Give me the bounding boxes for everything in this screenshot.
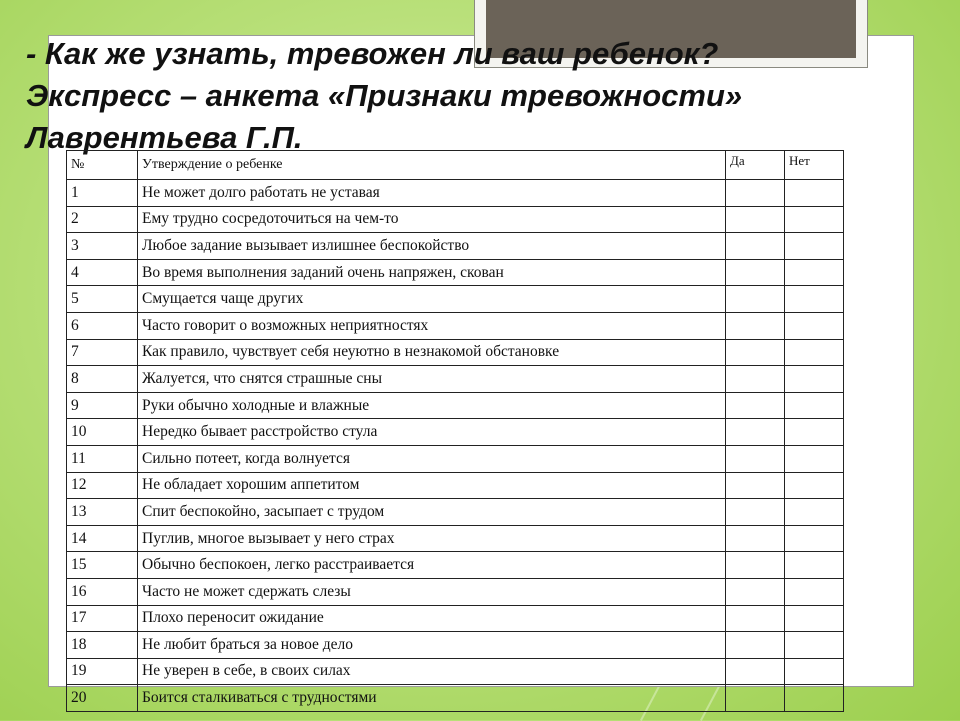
answer-no-cell[interactable] <box>785 552 844 579</box>
table-header-row <box>67 151 844 180</box>
answer-no-cell[interactable] <box>785 658 844 685</box>
answer-no-cell[interactable] <box>785 180 844 207</box>
row-statement: Не обладает хорошим аппетитом <box>138 472 726 499</box>
answer-no-cell[interactable] <box>785 525 844 552</box>
answer-yes-cell[interactable] <box>726 419 785 446</box>
answer-yes-cell[interactable] <box>726 605 785 632</box>
answer-yes-cell[interactable] <box>726 180 785 207</box>
slide-title <box>26 33 742 159</box>
table-row <box>67 632 844 659</box>
row-statement: Во время выполнения заданий очень напряжен, скован <box>138 259 726 286</box>
row-number: 6 <box>67 312 138 339</box>
title-author: Лаврентьева Г.П. <box>26 120 303 155</box>
answer-no-cell[interactable] <box>785 605 844 632</box>
table-row <box>67 259 844 286</box>
row-number: 11 <box>67 445 138 472</box>
row-statement: Не уверен в себе, в своих силах <box>138 658 726 685</box>
header-yes: Да <box>726 151 785 180</box>
answer-yes-cell[interactable] <box>726 525 785 552</box>
row-number: 12 <box>67 472 138 499</box>
row-statement: Ему трудно сосредоточиться на чем-то <box>138 206 726 233</box>
row-number: 16 <box>67 578 138 605</box>
row-statement: Не любит браться за новое дело <box>138 632 726 659</box>
row-number: 14 <box>67 525 138 552</box>
row-number: 1 <box>67 180 138 207</box>
row-statement: Пуглив, многое вызывает у него страх <box>138 525 726 552</box>
table-row <box>67 286 844 313</box>
row-number: 2 <box>67 206 138 233</box>
answer-yes-cell[interactable] <box>726 472 785 499</box>
table-row <box>67 366 844 393</box>
row-statement: Смущается чаще других <box>138 286 726 313</box>
row-statement: Жалуется, что снятся страшные сны <box>138 366 726 393</box>
table-row <box>67 445 844 472</box>
row-statement: Как правило, чувствует себя неуютно в незнакомой обстановке <box>138 339 726 366</box>
table-row <box>67 339 844 366</box>
table-row <box>67 392 844 419</box>
row-statement: Сильно потеет, когда волнуется <box>138 445 726 472</box>
table-row <box>67 233 844 260</box>
answer-no-cell[interactable] <box>785 312 844 339</box>
table-row <box>67 312 844 339</box>
row-statement: Плохо переносит ожидание <box>138 605 726 632</box>
table-row <box>67 552 844 579</box>
answer-yes-cell[interactable] <box>726 259 785 286</box>
answer-yes-cell[interactable] <box>726 685 785 712</box>
answer-yes-cell[interactable] <box>726 206 785 233</box>
answer-yes-cell[interactable] <box>726 578 785 605</box>
row-number: 10 <box>67 419 138 446</box>
questionnaire-table <box>66 150 844 712</box>
header-statement: Утверждение о ребенке <box>138 151 726 180</box>
answer-no-cell[interactable] <box>785 578 844 605</box>
row-statement: Часто говорит о возможных неприятностях <box>138 312 726 339</box>
row-statement: Руки обычно холодные и влажные <box>138 392 726 419</box>
row-number: 7 <box>67 339 138 366</box>
row-number: 4 <box>67 259 138 286</box>
answer-yes-cell[interactable] <box>726 392 785 419</box>
row-number: 17 <box>67 605 138 632</box>
table-row <box>67 499 844 526</box>
answer-yes-cell[interactable] <box>726 286 785 313</box>
answer-no-cell[interactable] <box>785 286 844 313</box>
answer-no-cell[interactable] <box>785 366 844 393</box>
answer-yes-cell[interactable] <box>726 445 785 472</box>
answer-yes-cell[interactable] <box>726 658 785 685</box>
header-no: Нет <box>785 151 844 180</box>
title-questionnaire-name: Экспресс – анкета «Признаки тревожности» <box>26 78 743 113</box>
row-number: 3 <box>67 233 138 260</box>
row-statement: Часто не может сдержать слезы <box>138 578 726 605</box>
row-statement: Не может долго работать не уставая <box>138 180 726 207</box>
table-row <box>67 685 844 712</box>
answer-no-cell[interactable] <box>785 206 844 233</box>
row-number: 9 <box>67 392 138 419</box>
answer-no-cell[interactable] <box>785 632 844 659</box>
answer-yes-cell[interactable] <box>726 312 785 339</box>
answer-yes-cell[interactable] <box>726 552 785 579</box>
answer-yes-cell[interactable] <box>726 233 785 260</box>
title-question: - Как же узнать, тревожен ли ваш ребенок? <box>26 36 719 71</box>
row-number: 19 <box>67 658 138 685</box>
table-row <box>67 525 844 552</box>
table-row <box>67 419 844 446</box>
row-number: 15 <box>67 552 138 579</box>
table-row <box>67 605 844 632</box>
answer-no-cell[interactable] <box>785 419 844 446</box>
row-number: 8 <box>67 366 138 393</box>
answer-yes-cell[interactable] <box>726 632 785 659</box>
answer-no-cell[interactable] <box>785 685 844 712</box>
row-statement: Любое задание вызывает излишнее беспокойство <box>138 233 726 260</box>
row-number: 20 <box>67 685 138 712</box>
row-statement: Спит беспокойно, засыпает с трудом <box>138 499 726 526</box>
row-statement: Нередко бывает расстройство стула <box>138 419 726 446</box>
table-row <box>67 472 844 499</box>
answer-yes-cell[interactable] <box>726 499 785 526</box>
table-row <box>67 180 844 207</box>
answer-yes-cell[interactable] <box>726 339 785 366</box>
row-number: 13 <box>67 499 138 526</box>
answer-no-cell[interactable] <box>785 259 844 286</box>
table-row <box>67 206 844 233</box>
answer-no-cell[interactable] <box>785 445 844 472</box>
table-row <box>67 578 844 605</box>
table-row <box>67 658 844 685</box>
row-statement: Обычно беспокоен, легко расстраивается <box>138 552 726 579</box>
answer-no-cell[interactable] <box>785 392 844 419</box>
answer-no-cell[interactable] <box>785 499 844 526</box>
header-number: № <box>67 151 138 180</box>
answer-no-cell[interactable] <box>785 233 844 260</box>
row-statement: Боится сталкиваться с трудностями <box>138 685 726 712</box>
answer-no-cell[interactable] <box>785 472 844 499</box>
answer-no-cell[interactable] <box>785 339 844 366</box>
row-number: 5 <box>67 286 138 313</box>
answer-yes-cell[interactable] <box>726 366 785 393</box>
row-number: 18 <box>67 632 138 659</box>
